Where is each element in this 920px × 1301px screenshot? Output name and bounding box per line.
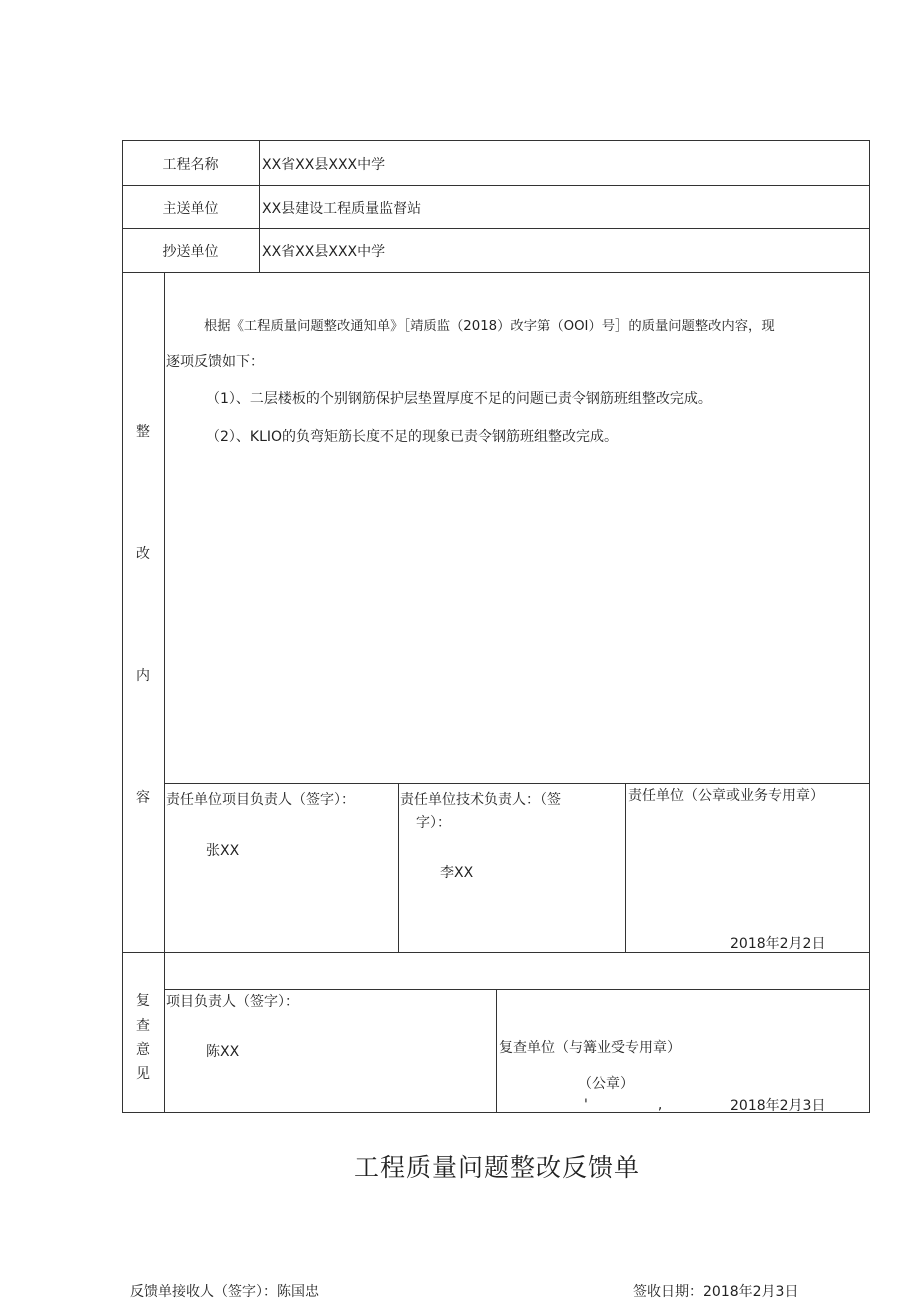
recipient-value: XX县建设工程质量监督站 [262, 201, 422, 217]
review-char-2: 查 [136, 1018, 150, 1034]
review-pm-name: 陈XX [206, 1044, 240, 1060]
sign-date: 签收日期：2018年2月3日 [633, 1284, 799, 1300]
rectify-date: 2018年2月2日 [730, 936, 826, 952]
review-char-4: 见 [136, 1066, 150, 1082]
tech-lead-label: 责任单位技术负责人：（签 [400, 792, 561, 808]
tech-lead-label-cont: 字）： [416, 815, 451, 831]
rectify-paragraph: 根据《工程质量问题整改通知单》［靖质监（2018）改字第（OOI）号］的质量问题整改内容，现 [204, 319, 775, 334]
rectify-char-2: 改 [136, 546, 150, 562]
tech-lead-name: 李XX [440, 865, 474, 881]
responsible-pm-name: 张XX [206, 843, 240, 859]
recipient-label: 主送单位 [162, 201, 219, 217]
review-char-3: 意 [136, 1042, 150, 1058]
project-name-value: XX省XX县XXX中学 [262, 157, 386, 173]
cc-label: 抄送单位 [162, 244, 219, 260]
rectify-char-4: 容 [136, 790, 150, 806]
document-title: 工程质量问题整改反馈单 [353, 1153, 640, 1182]
review-date: 2018年2月3日 [730, 1098, 826, 1114]
rectify-char-3: 内 [136, 668, 150, 684]
review-unit-label: 复查单位（与篝业受专用章） [499, 1040, 681, 1056]
rectify-char-1: 整 [136, 424, 150, 440]
rectify-item-2: （2）、KLIO的负弯矩筋长度不足的现象已责令钢筋班组整改完成。 [206, 429, 619, 445]
seal-label: 责任单位（公章或业务专用章） [628, 788, 824, 804]
responsible-pm-label: 责任单位项目负责人（签字）： [166, 792, 355, 808]
review-seal: （公章） [578, 1076, 634, 1092]
cc-value: XX省XX县XXX中学 [262, 244, 386, 260]
rectify-paragraph-continued: 逐项反馈如下： [166, 354, 264, 370]
review-marks: ' , [584, 1097, 663, 1113]
review-pm-label: 项目负责人（签字）： [166, 994, 299, 1010]
project-name-label: 工程名称 [162, 157, 219, 173]
feedback-receiver: 反馈单接收人（签字）：陈国忠 [130, 1284, 319, 1300]
review-char-1: 复 [136, 993, 150, 1009]
rectify-item-1: （1）、二层楼板的个别钢筋保护层垫置厚度不足的问题已责令钢筋班组整改完成。 [206, 391, 712, 407]
